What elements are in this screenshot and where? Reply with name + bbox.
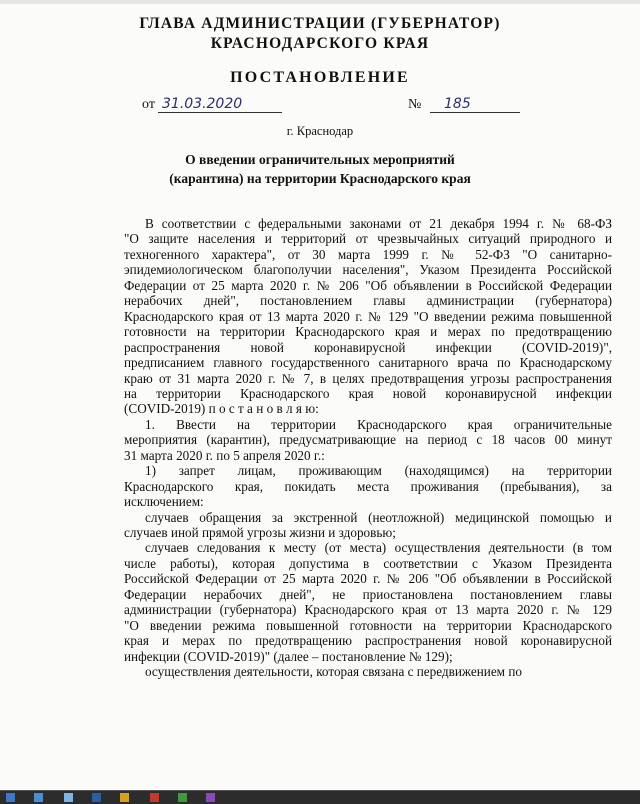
header-authority: ГЛАВА АДМИНИСТРАЦИИ (ГУБЕРНАТОР) [139, 15, 501, 32]
body-text-line: администрации (губернатора) Краснодарского края от 13 марта 2020 г. № 129 [124, 602, 612, 618]
body-text-line: мероприятия (карантин), предусматривающие на период с 18 часов 00 минут [124, 432, 612, 448]
body-text-line: предписанием главного государственного санитарного врача по Краснодарскому [124, 355, 612, 371]
body-text-line: числе работы), которая допустима в соответствии с Указом Президента [124, 555, 612, 571]
start-icon[interactable] [6, 793, 15, 802]
page-top-edge [0, 0, 640, 4]
body-text-line: края и мерах по предотвращению распространения новой коронавирусной [124, 633, 612, 649]
body-text-line: исключением: [124, 494, 204, 510]
body-text-line: эпидемиологическом благополучии населения", Указом Президента Российской [124, 262, 612, 278]
number-prefix: № [408, 97, 422, 112]
document-title-line: (карантина) на территории Краснодарского края [169, 171, 471, 186]
body-text-line: 1. Ввести на территории Краснодарского края ограничительные [145, 416, 612, 432]
body-text-line: техногенного характера", от 30 марта 1999 г. № 52-ФЗ "О санитарно- [124, 246, 612, 262]
body-text-line: Российской Федерации от 25 марта 2020 г. № 206 "Об объявлении в Российской [124, 571, 612, 587]
body-text-line: (COVID-2019) п о с т а н о в л я ю: [124, 401, 319, 417]
body-text-line: В соответствии с федеральными законами от 21 декабря 1994 г. № 68-ФЗ [145, 216, 612, 231]
body-text-line: случаев иной прямой угрозы жизни и здоровью; [124, 525, 396, 540]
date-value: 31.03.2020 [158, 96, 282, 113]
body-text-line: Федерации нерабочих дней", не приостановлена постановлением главы [124, 586, 612, 602]
body-text-line: распространения новой коронавирусной инфекции (COVID-2019)", [124, 339, 612, 355]
body-text-line: инфекции (COVID-2019)" (далее – постановление № 129); [124, 648, 453, 664]
browser-icon[interactable] [64, 793, 73, 802]
body-text-line: нерабочих дней", постановлением главы администрации (губернатора) [124, 293, 612, 309]
body-text-line: краю от 31 марта 2020 г. № 7, в целях предотвращения угрозы распространения [124, 370, 612, 386]
body-text-line: на территории Краснодарского края новой коронавирусной инфекции [124, 385, 612, 401]
body-text-line: случаев следования к месту (от места) осуществления деятельности (в том [145, 540, 612, 556]
taskview-icon[interactable] [34, 793, 43, 802]
header-region: КРАСНОДАРСКОГО КРАЯ [210, 35, 430, 52]
body-text-line: "О введении режима повышенной готовности на территории Краснодарского [124, 617, 612, 633]
number-value: 185 [430, 96, 520, 113]
body-text-line: "О защите населения и территорий от чрезвычайных ситуаций природного и [124, 231, 612, 247]
body-text-line: Краснодарского края, покидать места проживания (пребывания), за [124, 478, 612, 494]
taskbar [0, 790, 640, 804]
body-text-line: 31 марта 2020 г. по 5 апреля 2020 г.: [124, 447, 325, 463]
app-icon[interactable] [150, 793, 159, 802]
city: г. Краснодар [286, 124, 354, 138]
body-text-line: Федерации от 25 марта 2020 г. № 206 "Об объявлении в Российской Федерации [124, 277, 612, 293]
body-text-line: готовности на территории Краснодарского края и мерах по предотвращению [124, 324, 612, 340]
body-text-line: 1) запрет лицам, проживающим (находящимся) на территории [145, 463, 612, 479]
date-prefix: от [142, 97, 155, 112]
document-title-line: О введении ограничительных мероприятий [185, 152, 455, 167]
body-text-line: осуществления деятельности, которая связана с передвижением по [145, 664, 522, 680]
mail-icon[interactable] [92, 793, 101, 802]
folder-icon[interactable] [120, 793, 129, 802]
app-icon[interactable] [206, 793, 215, 802]
body-text-line: случаев обращения за экстренной (неотложной) медицинской помощью и [145, 509, 612, 525]
app-icon[interactable] [178, 793, 187, 802]
document-type: ПОСТАНОВЛЕНИЕ [230, 69, 410, 86]
body-text-line: Краснодарского края от 13 марта 2020 г. № 129 "О введении режима повышенной [124, 308, 612, 324]
